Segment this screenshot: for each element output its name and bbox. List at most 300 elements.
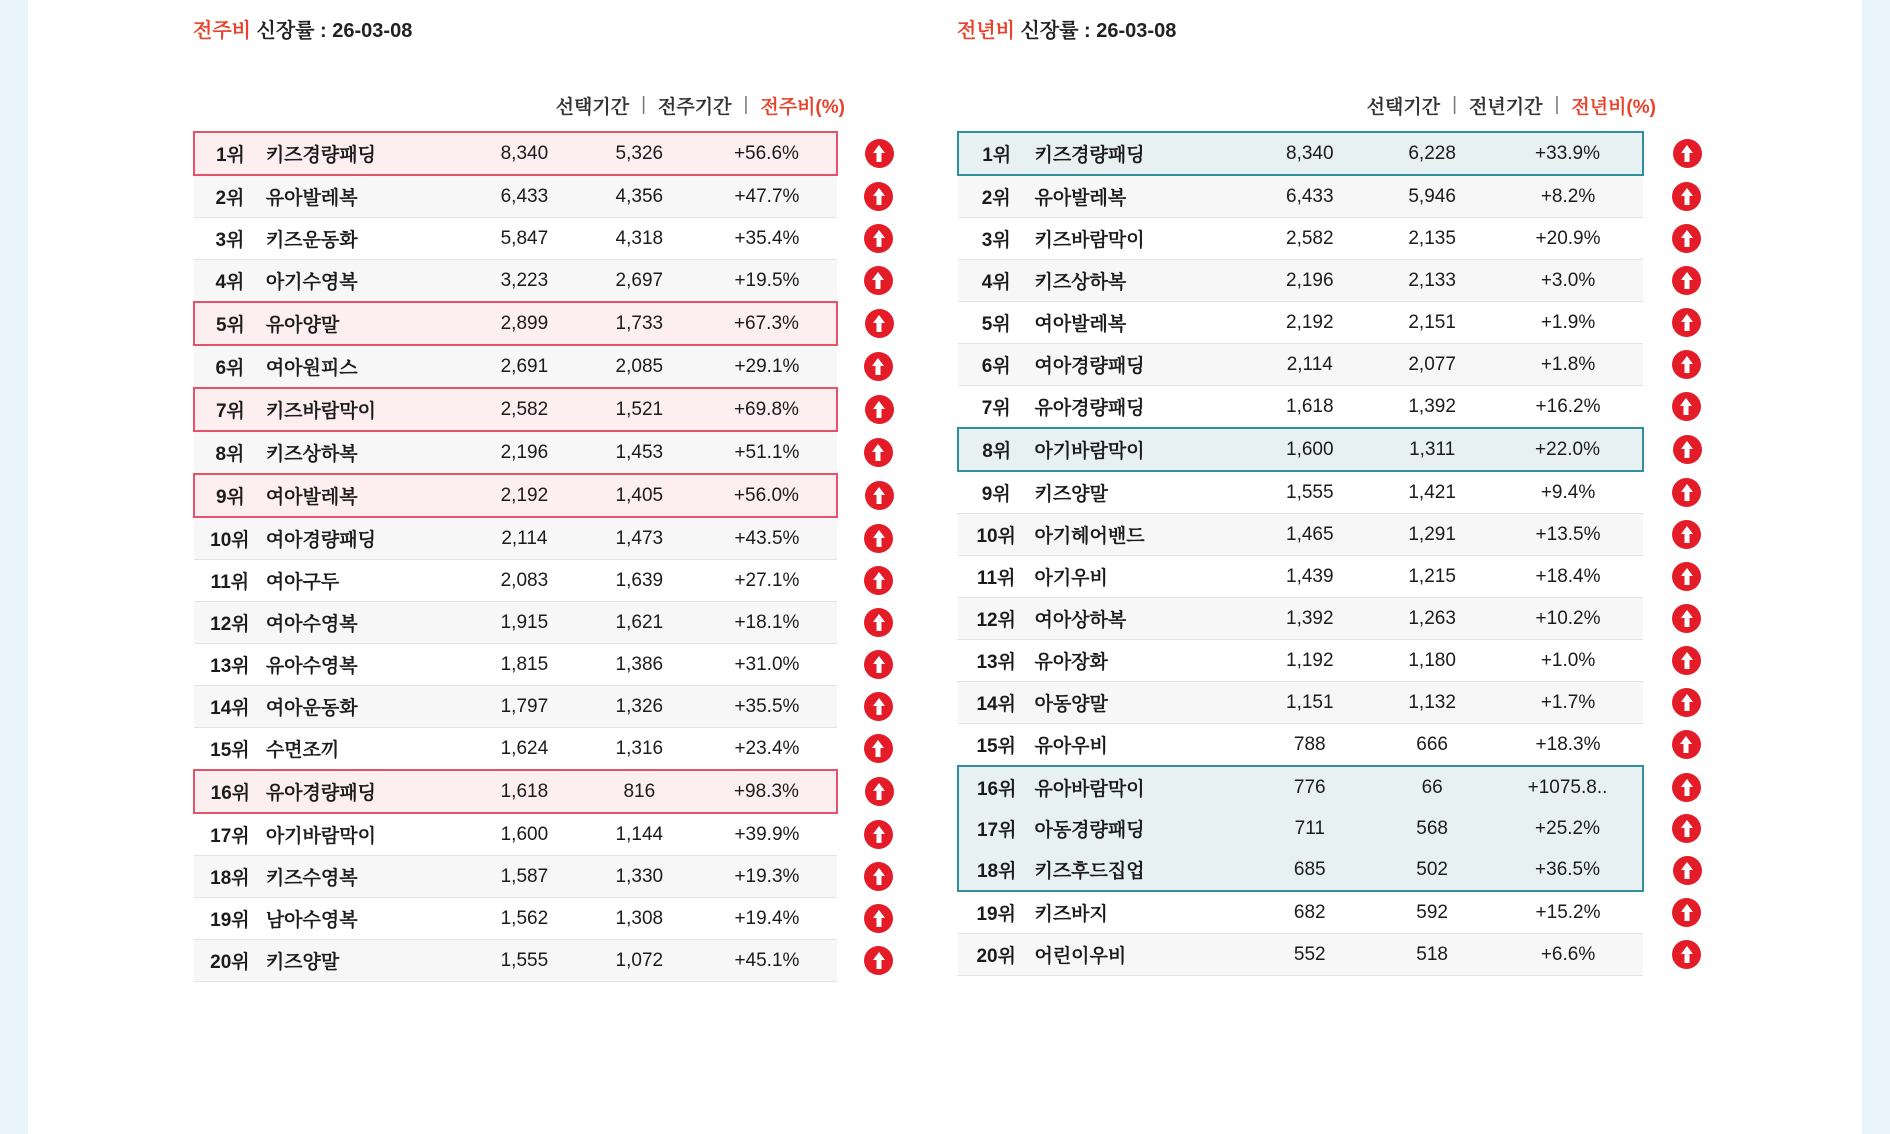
row-rank: 5위 [958,302,1034,344]
row-value-compare: 1,326 [582,686,697,728]
row-percent-change: +31.0% [697,644,837,686]
row-trend-cell [1643,849,1731,891]
right-rank-tbody [958,132,1731,976]
table-row[interactable] [194,898,920,940]
row-trend-cell [1643,682,1731,724]
row-keyword: 키즈바지 [1034,891,1248,934]
table-row[interactable] [958,514,1731,556]
row-percent-change: +18.1% [697,602,837,644]
row-trend-cell [1643,428,1731,471]
row-value-compare: 502 [1371,849,1493,891]
row-trend-cell [837,218,920,260]
row-rank: 10위 [958,514,1034,556]
row-trend-cell [837,175,920,218]
row-keyword: 유아경량패딩 [1034,386,1248,429]
table-row[interactable] [958,175,1731,218]
row-value-compare: 592 [1371,891,1493,934]
row-trend-cell [837,260,920,303]
row-rank: 11위 [194,560,266,602]
arrow-up-icon [864,352,893,381]
row-percent-change: +8.2% [1493,175,1642,218]
arrow-up-icon [865,395,894,424]
row-keyword: 키즈바람막이 [1034,218,1248,260]
right-header-col1: 선택기간 [1366,96,1441,118]
arrow-up-icon [865,777,894,806]
row-value-current: 1,618 [1249,386,1371,429]
right-header-sep1: | [1452,94,1458,115]
row-rank: 9위 [958,471,1034,514]
row-rank: 6위 [194,345,266,388]
arrow-up-icon [1673,139,1702,168]
row-value-compare: 1,733 [582,302,697,345]
row-value-compare: 1,132 [1371,682,1493,724]
row-rank: 11위 [958,556,1034,598]
table-row[interactable] [958,556,1731,598]
row-value-compare: 1,215 [1371,556,1493,598]
row-value-compare: 1,180 [1371,640,1493,682]
row-percent-change: +1.0% [1493,640,1642,682]
row-rank: 15위 [958,724,1034,767]
row-percent-change: +47.7% [697,175,837,218]
row-value-current: 788 [1249,724,1371,767]
arrow-up-icon [1672,182,1701,211]
row-percent-change: +23.4% [697,728,837,771]
table-row[interactable] [194,175,920,218]
arrow-up-icon [1672,730,1701,759]
arrow-up-icon [1672,773,1701,802]
row-percent-change: +27.1% [697,560,837,602]
row-keyword: 키즈운동화 [266,218,467,260]
table-row[interactable] [958,766,1731,808]
row-percent-change: +67.3% [697,302,837,345]
table-row[interactable] [194,940,920,982]
row-value-current: 1,618 [467,770,582,813]
table-row[interactable] [194,260,920,303]
row-value-current: 2,582 [1249,218,1371,260]
left-title-rest: 신장률 : 26-03-08 [250,20,413,42]
row-value-current: 2,114 [1249,344,1371,386]
row-value-compare: 4,318 [582,218,697,260]
table-row[interactable] [958,302,1731,344]
row-keyword: 아기헤어밴드 [1034,514,1248,556]
table-row[interactable] [194,345,920,388]
arrow-up-icon [865,139,894,168]
row-rank: 1위 [958,132,1034,175]
row-value-current: 2,899 [467,302,582,345]
row-value-current: 2,582 [467,388,582,431]
row-keyword: 아동양말 [1034,682,1248,724]
row-trend-cell [837,517,920,560]
row-value-compare: 66 [1371,766,1493,808]
row-rank: 8위 [194,431,266,474]
row-rank: 14위 [958,682,1034,724]
row-trend-cell [1643,514,1731,556]
table-row[interactable] [194,302,920,345]
row-percent-change: +56.0% [697,474,837,517]
row-percent-change: +18.3% [1493,724,1642,767]
row-rank: 4위 [194,260,266,303]
row-keyword: 여아발레복 [266,474,467,517]
arrow-up-icon [865,309,894,338]
table-row[interactable] [958,598,1731,640]
table-row[interactable] [958,724,1731,767]
row-value-compare: 1,521 [582,388,697,431]
row-rank: 17위 [194,813,266,856]
row-keyword: 여아경량패딩 [266,517,467,560]
arrow-up-icon [1672,350,1701,379]
row-trend-cell [837,132,920,175]
row-value-compare: 568 [1371,808,1493,849]
row-value-current: 711 [1249,808,1371,849]
row-value-compare: 1,405 [582,474,697,517]
row-value-current: 1,600 [467,813,582,856]
row-keyword: 유아양말 [266,302,467,345]
row-value-compare: 1,072 [582,940,697,982]
row-trend-cell [837,856,920,898]
row-value-current: 1,555 [467,940,582,982]
row-rank: 18위 [194,856,266,898]
row-keyword: 키즈상하복 [266,431,467,474]
table-row[interactable] [194,218,920,260]
table-row[interactable] [194,602,920,644]
table-row[interactable] [958,132,1731,175]
row-rank: 12위 [958,598,1034,640]
table-row[interactable] [958,344,1731,386]
row-keyword: 여아발레복 [1034,302,1248,344]
row-percent-change: +98.3% [697,770,837,813]
row-value-compare: 1,316 [582,728,697,771]
row-value-compare: 5,946 [1371,175,1493,218]
arrow-up-icon [864,524,893,553]
row-keyword: 여아운동화 [266,686,467,728]
panel-week-over-week [28,0,945,1134]
row-value-current: 1,562 [467,898,582,940]
row-trend-cell [837,302,920,345]
row-keyword: 여아수영복 [266,602,467,644]
row-value-current: 2,196 [467,431,582,474]
row-trend-cell [1643,302,1731,344]
left-panel-title [193,6,921,43]
row-rank: 19위 [958,891,1034,934]
arrow-up-icon [864,862,893,891]
arrow-up-icon [1672,604,1701,633]
row-trend-cell [837,813,920,856]
row-keyword: 유아우비 [1034,724,1248,767]
table-row[interactable] [958,218,1731,260]
row-value-compare: 1,621 [582,602,697,644]
right-header-col2: 전년기간 [1469,96,1543,118]
row-percent-change: +39.9% [697,813,837,856]
table-row[interactable] [194,856,920,898]
row-rank: 18위 [958,849,1034,891]
arrow-up-icon [1672,520,1701,549]
row-trend-cell [1643,175,1731,218]
table-row[interactable] [958,260,1731,302]
row-keyword: 여아경량패딩 [1034,344,1248,386]
row-keyword: 유아장화 [1034,640,1248,682]
table-row[interactable] [194,431,920,474]
row-keyword: 남아수영복 [266,898,467,940]
row-value-compare: 6,228 [1371,132,1493,175]
row-percent-change: +13.5% [1493,514,1642,556]
arrow-up-icon [1672,940,1701,969]
row-trend-cell [837,388,920,431]
row-value-current: 1,465 [1249,514,1371,556]
row-percent-change: +69.8% [697,388,837,431]
row-keyword: 유아바람막이 [1034,766,1248,808]
row-percent-change: +35.5% [697,686,837,728]
row-keyword: 수면조끼 [266,728,467,771]
arrow-up-icon [1673,856,1702,885]
row-rank: 3위 [958,218,1034,260]
row-value-current: 6,433 [1249,175,1371,218]
row-value-compare: 1,311 [1371,428,1493,471]
row-value-current: 1,192 [1249,640,1371,682]
table-row[interactable] [194,132,920,175]
table-row[interactable] [958,849,1731,891]
row-percent-change: +6.6% [1493,934,1642,976]
row-value-current: 1,392 [1249,598,1371,640]
arrow-up-icon [1672,814,1701,843]
left-rank-tbody [194,132,920,982]
arrow-up-icon [864,266,893,295]
row-value-compare: 1,639 [582,560,697,602]
row-rank: 9위 [194,474,266,517]
right-header-sep2: | [1554,94,1560,115]
row-percent-change: +9.4% [1493,471,1642,514]
row-percent-change: +16.2% [1493,386,1642,429]
arrow-up-icon [865,481,894,510]
row-trend-cell [1643,132,1731,175]
left-rank-table [193,131,921,982]
row-keyword: 여아상하복 [1034,598,1248,640]
arrow-up-icon [1672,646,1701,675]
row-rank: 16위 [194,770,266,813]
row-value-current: 2,114 [467,517,582,560]
row-keyword: 키즈상하복 [1034,260,1248,302]
row-keyword: 키즈양말 [1034,471,1248,514]
row-trend-cell [837,644,920,686]
row-trend-cell [1643,386,1731,429]
left-column-headers [193,79,921,131]
table-row[interactable] [958,891,1731,934]
row-rank: 13위 [194,644,266,686]
row-rank: 8위 [958,428,1034,471]
table-row[interactable] [194,517,920,560]
row-value-current: 552 [1249,934,1371,976]
row-value-compare: 518 [1371,934,1493,976]
row-trend-cell [837,686,920,728]
row-trend-cell [837,560,920,602]
row-rank: 15위 [194,728,266,771]
panel-year-over-year [945,0,1862,1134]
row-value-compare: 1,392 [1371,386,1493,429]
row-value-compare: 2,085 [582,345,697,388]
table-row[interactable] [194,813,920,856]
row-value-current: 1,815 [467,644,582,686]
row-trend-cell [1643,218,1731,260]
arrow-up-icon [1672,266,1701,295]
table-row[interactable] [958,428,1731,471]
arrow-up-icon [864,438,893,467]
row-trend-cell [837,474,920,517]
left-header-sep1: | [641,94,647,115]
row-keyword: 아기바람막이 [266,813,467,856]
row-value-compare: 2,133 [1371,260,1493,302]
row-rank: 12위 [194,602,266,644]
row-value-current: 5,847 [467,218,582,260]
row-value-current: 8,340 [1249,132,1371,175]
table-row[interactable] [958,934,1731,976]
row-trend-cell [1643,471,1731,514]
row-percent-change: +15.2% [1493,891,1642,934]
table-row[interactable] [958,471,1731,514]
row-percent-change: +35.4% [697,218,837,260]
row-keyword: 아기수영복 [266,260,467,303]
row-value-current: 2,192 [467,474,582,517]
row-value-compare: 1,386 [582,644,697,686]
row-trend-cell [1643,556,1731,598]
row-keyword: 키즈양말 [266,940,467,982]
row-value-current: 2,691 [467,345,582,388]
row-value-current: 1,915 [467,602,582,644]
row-percent-change: +3.0% [1493,260,1642,302]
row-percent-change: +45.1% [697,940,837,982]
right-title-accent: 전년비 [957,20,1015,42]
row-percent-change: +1.9% [1493,302,1642,344]
row-trend-cell [837,602,920,644]
arrow-up-icon [1673,435,1702,464]
row-value-current: 2,192 [1249,302,1371,344]
table-row[interactable] [194,686,920,728]
row-keyword: 키즈경량패딩 [266,132,467,175]
row-percent-change: +29.1% [697,345,837,388]
right-header-col3: 전년비(%) [1571,96,1656,118]
row-percent-change: +1.7% [1493,682,1642,724]
row-trend-cell [837,770,920,813]
row-keyword: 유아발레복 [266,175,467,218]
row-value-current: 1,555 [1249,471,1371,514]
row-keyword: 여아구두 [266,560,467,602]
table-row[interactable] [194,560,920,602]
arrow-up-icon [1672,898,1701,927]
row-value-compare: 1,308 [582,898,697,940]
row-rank: 20위 [194,940,266,982]
row-keyword: 어린이우비 [1034,934,1248,976]
row-trend-cell [1643,724,1731,767]
row-value-current: 776 [1249,766,1371,808]
row-value-current: 1,797 [467,686,582,728]
table-row[interactable] [194,728,920,771]
row-trend-cell [1643,344,1731,386]
row-keyword: 키즈수영복 [266,856,467,898]
row-percent-change: +19.3% [697,856,837,898]
arrow-up-icon [864,566,893,595]
arrow-up-icon [864,820,893,849]
arrow-up-icon [1672,688,1701,717]
row-rank: 7위 [194,388,266,431]
row-value-current: 1,624 [467,728,582,771]
row-trend-cell [1643,598,1731,640]
row-rank: 5위 [194,302,266,345]
table-row[interactable] [958,640,1731,682]
table-row[interactable] [194,474,920,517]
left-header-col3: 전주비(%) [760,96,845,118]
arrow-up-icon [1672,478,1701,507]
table-row[interactable] [194,644,920,686]
row-keyword: 유아경량패딩 [266,770,467,813]
row-percent-change: +51.1% [697,431,837,474]
row-trend-cell [1643,640,1731,682]
row-value-compare: 1,453 [582,431,697,474]
row-keyword: 아기바람막이 [1034,428,1248,471]
panels-container [28,0,1862,1134]
row-trend-cell [837,940,920,982]
row-keyword: 유아수영복 [266,644,467,686]
left-header-col1: 선택기간 [555,96,630,118]
row-keyword: 아동경량패딩 [1034,808,1248,849]
row-percent-change: +33.9% [1493,132,1642,175]
table-row[interactable] [194,770,920,813]
row-trend-cell [837,898,920,940]
row-value-compare: 816 [582,770,697,813]
row-value-current: 682 [1249,891,1371,934]
table-row[interactable] [958,386,1731,429]
row-percent-change: +19.4% [697,898,837,940]
row-keyword: 키즈경량패딩 [1034,132,1248,175]
arrow-up-icon [864,734,893,763]
row-value-compare: 1,473 [582,517,697,560]
left-header-col2: 전주기간 [658,96,732,118]
arrow-up-icon [1672,308,1701,337]
row-value-current: 1,600 [1249,428,1371,471]
row-value-compare: 2,697 [582,260,697,303]
row-percent-change: +18.4% [1493,556,1642,598]
arrow-up-icon [864,608,893,637]
row-percent-change: +22.0% [1493,428,1642,471]
row-percent-change: +36.5% [1493,849,1642,891]
row-value-compare: 1,263 [1371,598,1493,640]
row-trend-cell [837,728,920,771]
table-row[interactable] [958,682,1731,724]
row-percent-change: +25.2% [1493,808,1642,849]
row-rank: 2위 [194,175,266,218]
row-value-current: 3,223 [467,260,582,303]
table-row[interactable] [958,808,1731,849]
row-value-current: 2,083 [467,560,582,602]
row-value-compare: 5,326 [582,132,697,175]
row-percent-change: +19.5% [697,260,837,303]
row-rank: 16위 [958,766,1034,808]
row-trend-cell [1643,808,1731,849]
row-value-compare: 1,144 [582,813,697,856]
right-column-headers [957,79,1732,131]
right-rank-table [957,131,1732,976]
row-trend-cell [837,431,920,474]
row-trend-cell [1643,891,1731,934]
row-percent-change: +20.9% [1493,218,1642,260]
row-keyword: 여아원피스 [266,345,467,388]
row-value-current: 1,151 [1249,682,1371,724]
row-value-compare: 1,330 [582,856,697,898]
arrow-up-icon [1672,224,1701,253]
row-rank: 14위 [194,686,266,728]
row-value-compare: 666 [1371,724,1493,767]
arrow-up-icon [864,692,893,721]
row-value-current: 1,587 [467,856,582,898]
table-row[interactable] [194,388,920,431]
row-percent-change: +10.2% [1493,598,1642,640]
